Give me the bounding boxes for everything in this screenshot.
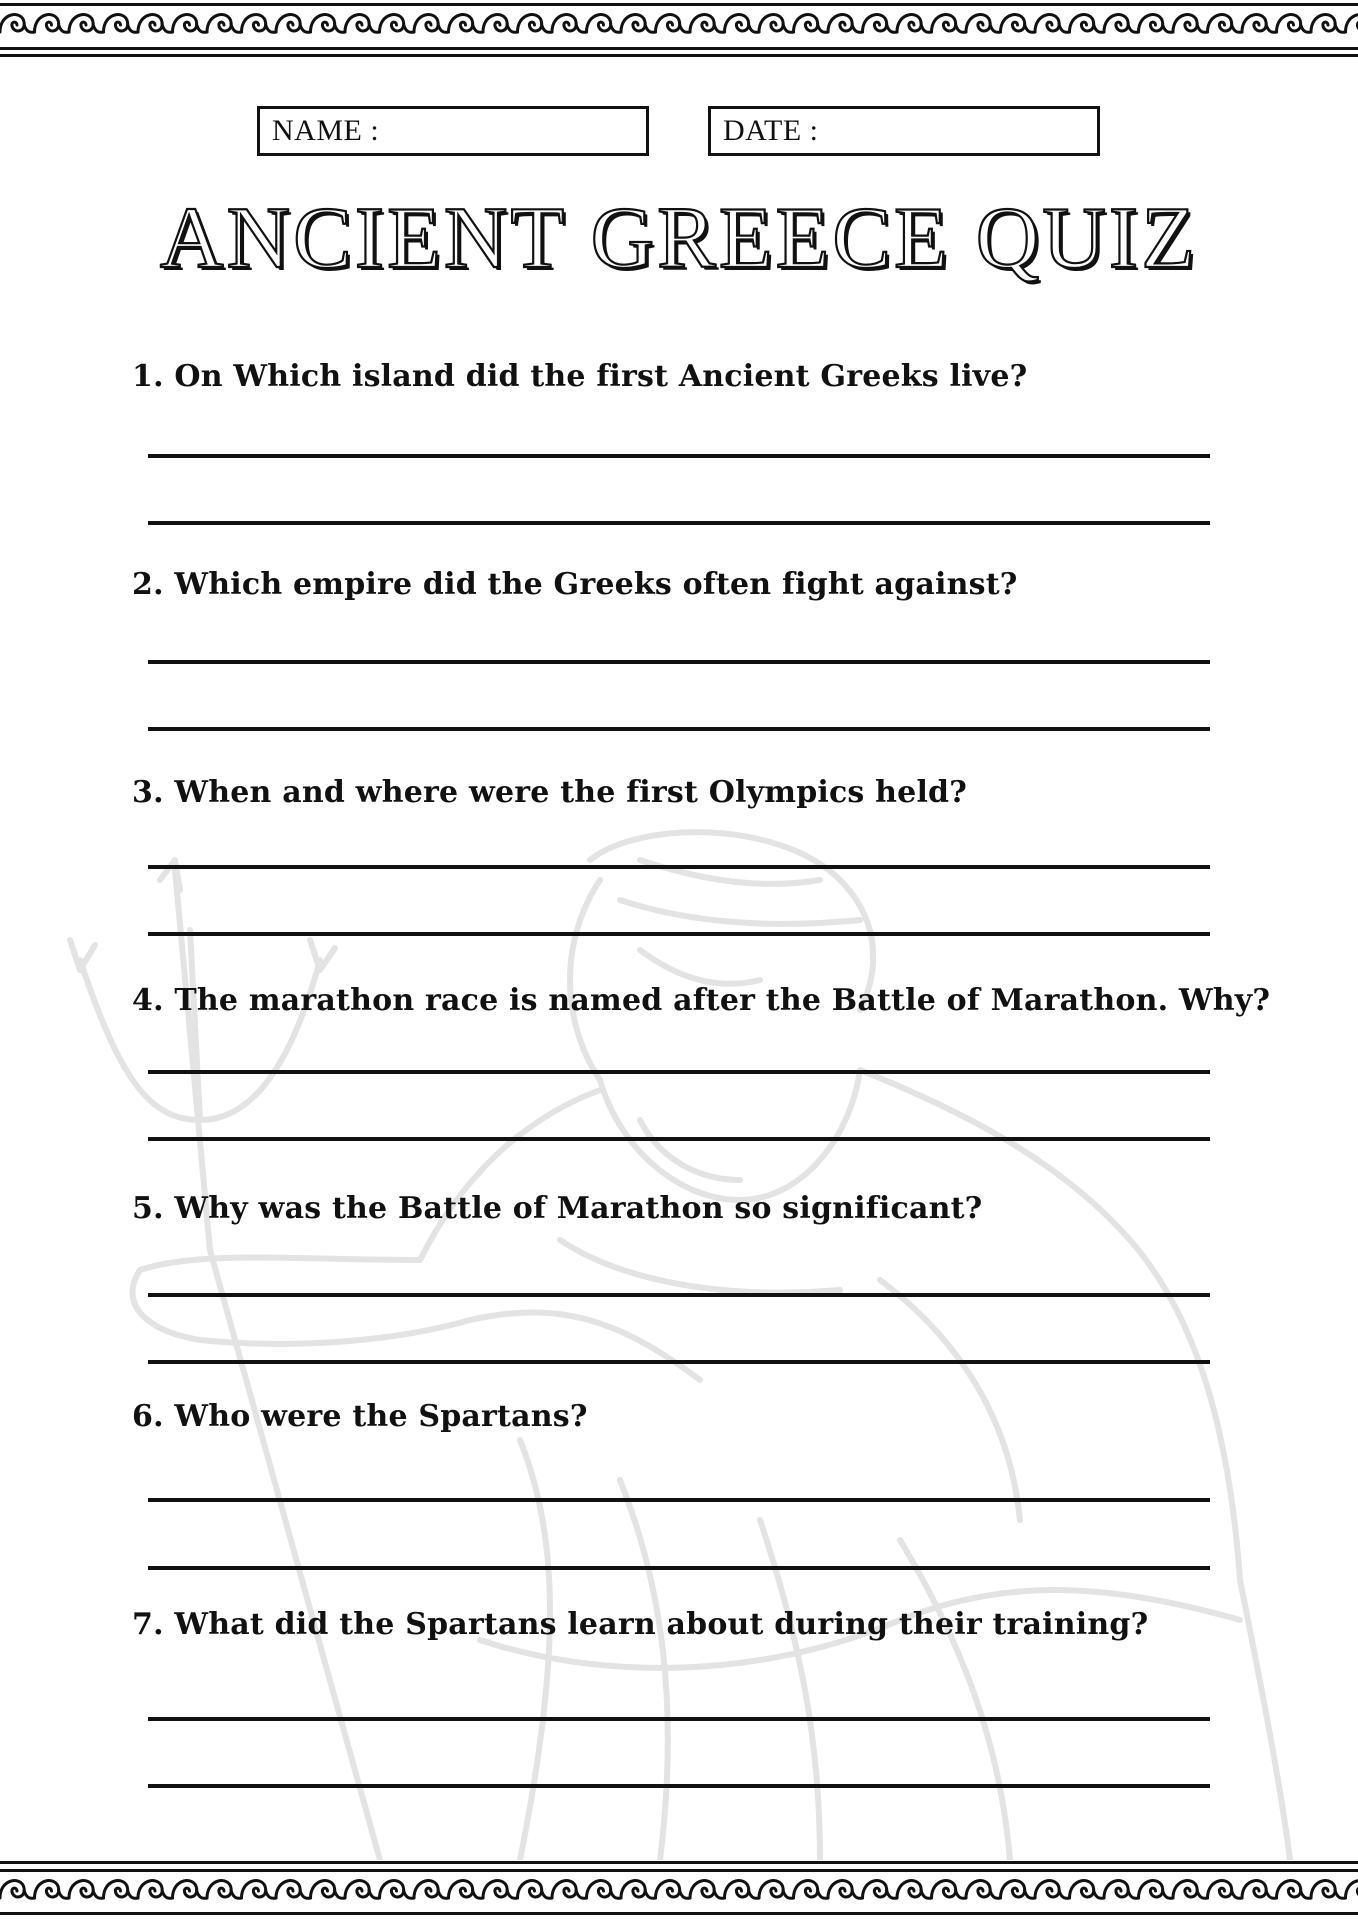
wave-spiral-icon <box>656 15 691 33</box>
question-6 <box>132 1399 1332 1434</box>
question-2 <box>132 567 1332 602</box>
wave-spiral-icon <box>690 15 725 33</box>
wave-spiral-icon <box>138 15 173 33</box>
wave-spiral-icon <box>138 1881 173 1899</box>
wave-spiral-icon <box>932 15 967 33</box>
wave-spiral-icon <box>483 15 518 33</box>
wave-spiral-icon <box>449 15 484 33</box>
question-7 <box>132 1607 1332 1642</box>
wave-spiral-icon <box>35 15 70 33</box>
question-text: 7. What did the Spartans learn about during their training? <box>132 1607 1149 1642</box>
wave-spiral-icon <box>1001 1881 1036 1899</box>
wave-spiral-icon <box>1346 1881 1358 1899</box>
wave-spiral-icon <box>311 15 346 33</box>
wave-spiral-icon <box>1311 15 1346 33</box>
wave-spiral-icon <box>345 1881 380 1899</box>
wave-spiral-icon <box>1242 15 1277 33</box>
wave-spiral-icon <box>69 1881 104 1899</box>
wave-spiral-icon <box>207 15 242 33</box>
wave-spiral-icon <box>518 1881 553 1899</box>
wave-spiral-icon <box>104 1881 139 1899</box>
wave-spiral-icon <box>1277 1881 1312 1899</box>
wave-spiral-icon <box>173 15 208 33</box>
name-field[interactable] <box>257 106 649 156</box>
question-text: 5. Why was the Battle of Marathon so significant? <box>132 1191 983 1226</box>
wave-spiral-icon <box>311 1881 346 1899</box>
wave-spiral-icon <box>1311 1881 1346 1899</box>
answer-line[interactable] <box>148 1360 1210 1364</box>
wave-spiral-icon <box>414 1881 449 1899</box>
wave-spiral-icon <box>759 15 794 33</box>
wave-spiral-icon <box>1139 15 1174 33</box>
date-field[interactable] <box>708 106 1100 156</box>
wave-spiral-icon <box>897 15 932 33</box>
answer-line[interactable] <box>148 1137 1210 1141</box>
wave-spiral-icon <box>1242 1881 1277 1899</box>
wave-spiral-icon <box>966 15 1001 33</box>
question-text: 1. On Which island did the first Ancient Greeks live? <box>132 359 1028 394</box>
wave-spiral-icon <box>1104 1881 1139 1899</box>
greek-wave-border-bottom <box>0 1858 1358 1920</box>
wave-spiral-icon <box>0 1881 35 1899</box>
wave-spiral-icon <box>449 1881 484 1899</box>
answer-line[interactable] <box>148 932 1210 936</box>
answer-line[interactable] <box>148 1784 1210 1788</box>
wave-spiral-icon <box>1035 1881 1070 1899</box>
wave-spiral-icon <box>0 15 35 33</box>
wave-spiral-icon <box>69 15 104 33</box>
answer-line[interactable] <box>148 521 1210 525</box>
wave-spiral-icon <box>1173 1881 1208 1899</box>
answer-line[interactable] <box>148 1293 1210 1297</box>
wave-spiral-icon <box>242 1881 277 1899</box>
wave-spiral-icon <box>1070 1881 1105 1899</box>
wave-spiral-icon <box>276 15 311 33</box>
question-text: 4. The marathon race is named after the Battle of Marathon. Why? <box>132 983 1271 1018</box>
name-label: NAME : <box>272 114 380 147</box>
answer-line[interactable] <box>148 865 1210 869</box>
wave-spiral-icon <box>518 15 553 33</box>
wave-spiral-icon <box>1277 15 1312 33</box>
wave-spiral-icon <box>1208 1881 1243 1899</box>
wave-spiral-icon <box>276 1881 311 1899</box>
wave-spiral-icon <box>794 1881 829 1899</box>
wave-spiral-icon <box>1139 1881 1174 1899</box>
wave-spiral-icon <box>828 15 863 33</box>
wave-spiral-icon <box>759 1881 794 1899</box>
wave-spiral-icon <box>621 15 656 33</box>
greek-wave-border-top <box>0 0 1358 62</box>
wave-spiral-icon <box>587 15 622 33</box>
wave-spiral-icon <box>483 1881 518 1899</box>
question-5 <box>132 1191 1332 1226</box>
date-label: DATE : <box>723 114 819 147</box>
wave-spiral-icon <box>932 1881 967 1899</box>
wave-spiral-icon <box>552 15 587 33</box>
answer-line[interactable] <box>148 454 1210 458</box>
wave-spiral-icon <box>1104 15 1139 33</box>
wave-spiral-icon <box>587 1881 622 1899</box>
answer-line[interactable] <box>148 1070 1210 1074</box>
worksheet-title: ANCIENT GREECE QUIZ <box>160 190 1198 287</box>
wave-spiral-icon <box>380 1881 415 1899</box>
wave-spiral-icon <box>1173 15 1208 33</box>
wave-spiral-icon <box>1070 15 1105 33</box>
question-text: 6. Who were the Spartans? <box>132 1399 588 1434</box>
wave-spiral-icon <box>725 1881 760 1899</box>
wave-spiral-icon <box>966 1881 1001 1899</box>
wave-spiral-icon <box>621 1881 656 1899</box>
answer-line[interactable] <box>148 1717 1210 1721</box>
question-1 <box>132 359 1332 394</box>
wave-spiral-icon <box>1001 15 1036 33</box>
wave-spiral-icon <box>1208 15 1243 33</box>
wave-spiral-icon <box>656 1881 691 1899</box>
wave-spiral-icon <box>863 1881 898 1899</box>
wave-spiral-icon <box>828 1881 863 1899</box>
wave-spiral-icon <box>207 1881 242 1899</box>
wave-spiral-icon <box>242 15 277 33</box>
wave-spiral-icon <box>414 15 449 33</box>
wave-spiral-icon <box>794 15 829 33</box>
question-3 <box>132 775 1332 810</box>
answer-line[interactable] <box>148 660 1210 664</box>
wave-spiral-icon <box>345 15 380 33</box>
answer-line[interactable] <box>148 727 1210 731</box>
wave-spiral-icon <box>104 15 139 33</box>
wave-spiral-icon <box>173 1881 208 1899</box>
wave-spiral-icon <box>863 15 898 33</box>
wave-spiral-icon <box>897 1881 932 1899</box>
question-text: 2. Which empire did the Greeks often fight against? <box>132 567 1018 602</box>
wave-spiral-icon <box>380 15 415 33</box>
question-text: 3. When and where were the first Olympics held? <box>132 775 968 810</box>
poseidon-watermark <box>0 820 1358 1860</box>
wave-spiral-icon <box>690 1881 725 1899</box>
answer-line[interactable] <box>148 1498 1210 1502</box>
wave-spiral-icon <box>725 15 760 33</box>
wave-spiral-icon <box>1035 15 1070 33</box>
wave-spiral-icon <box>552 1881 587 1899</box>
answer-line[interactable] <box>148 1566 1210 1570</box>
wave-spiral-icon <box>35 1881 70 1899</box>
wave-spiral-icon <box>1346 15 1358 33</box>
question-4 <box>132 983 1332 1018</box>
